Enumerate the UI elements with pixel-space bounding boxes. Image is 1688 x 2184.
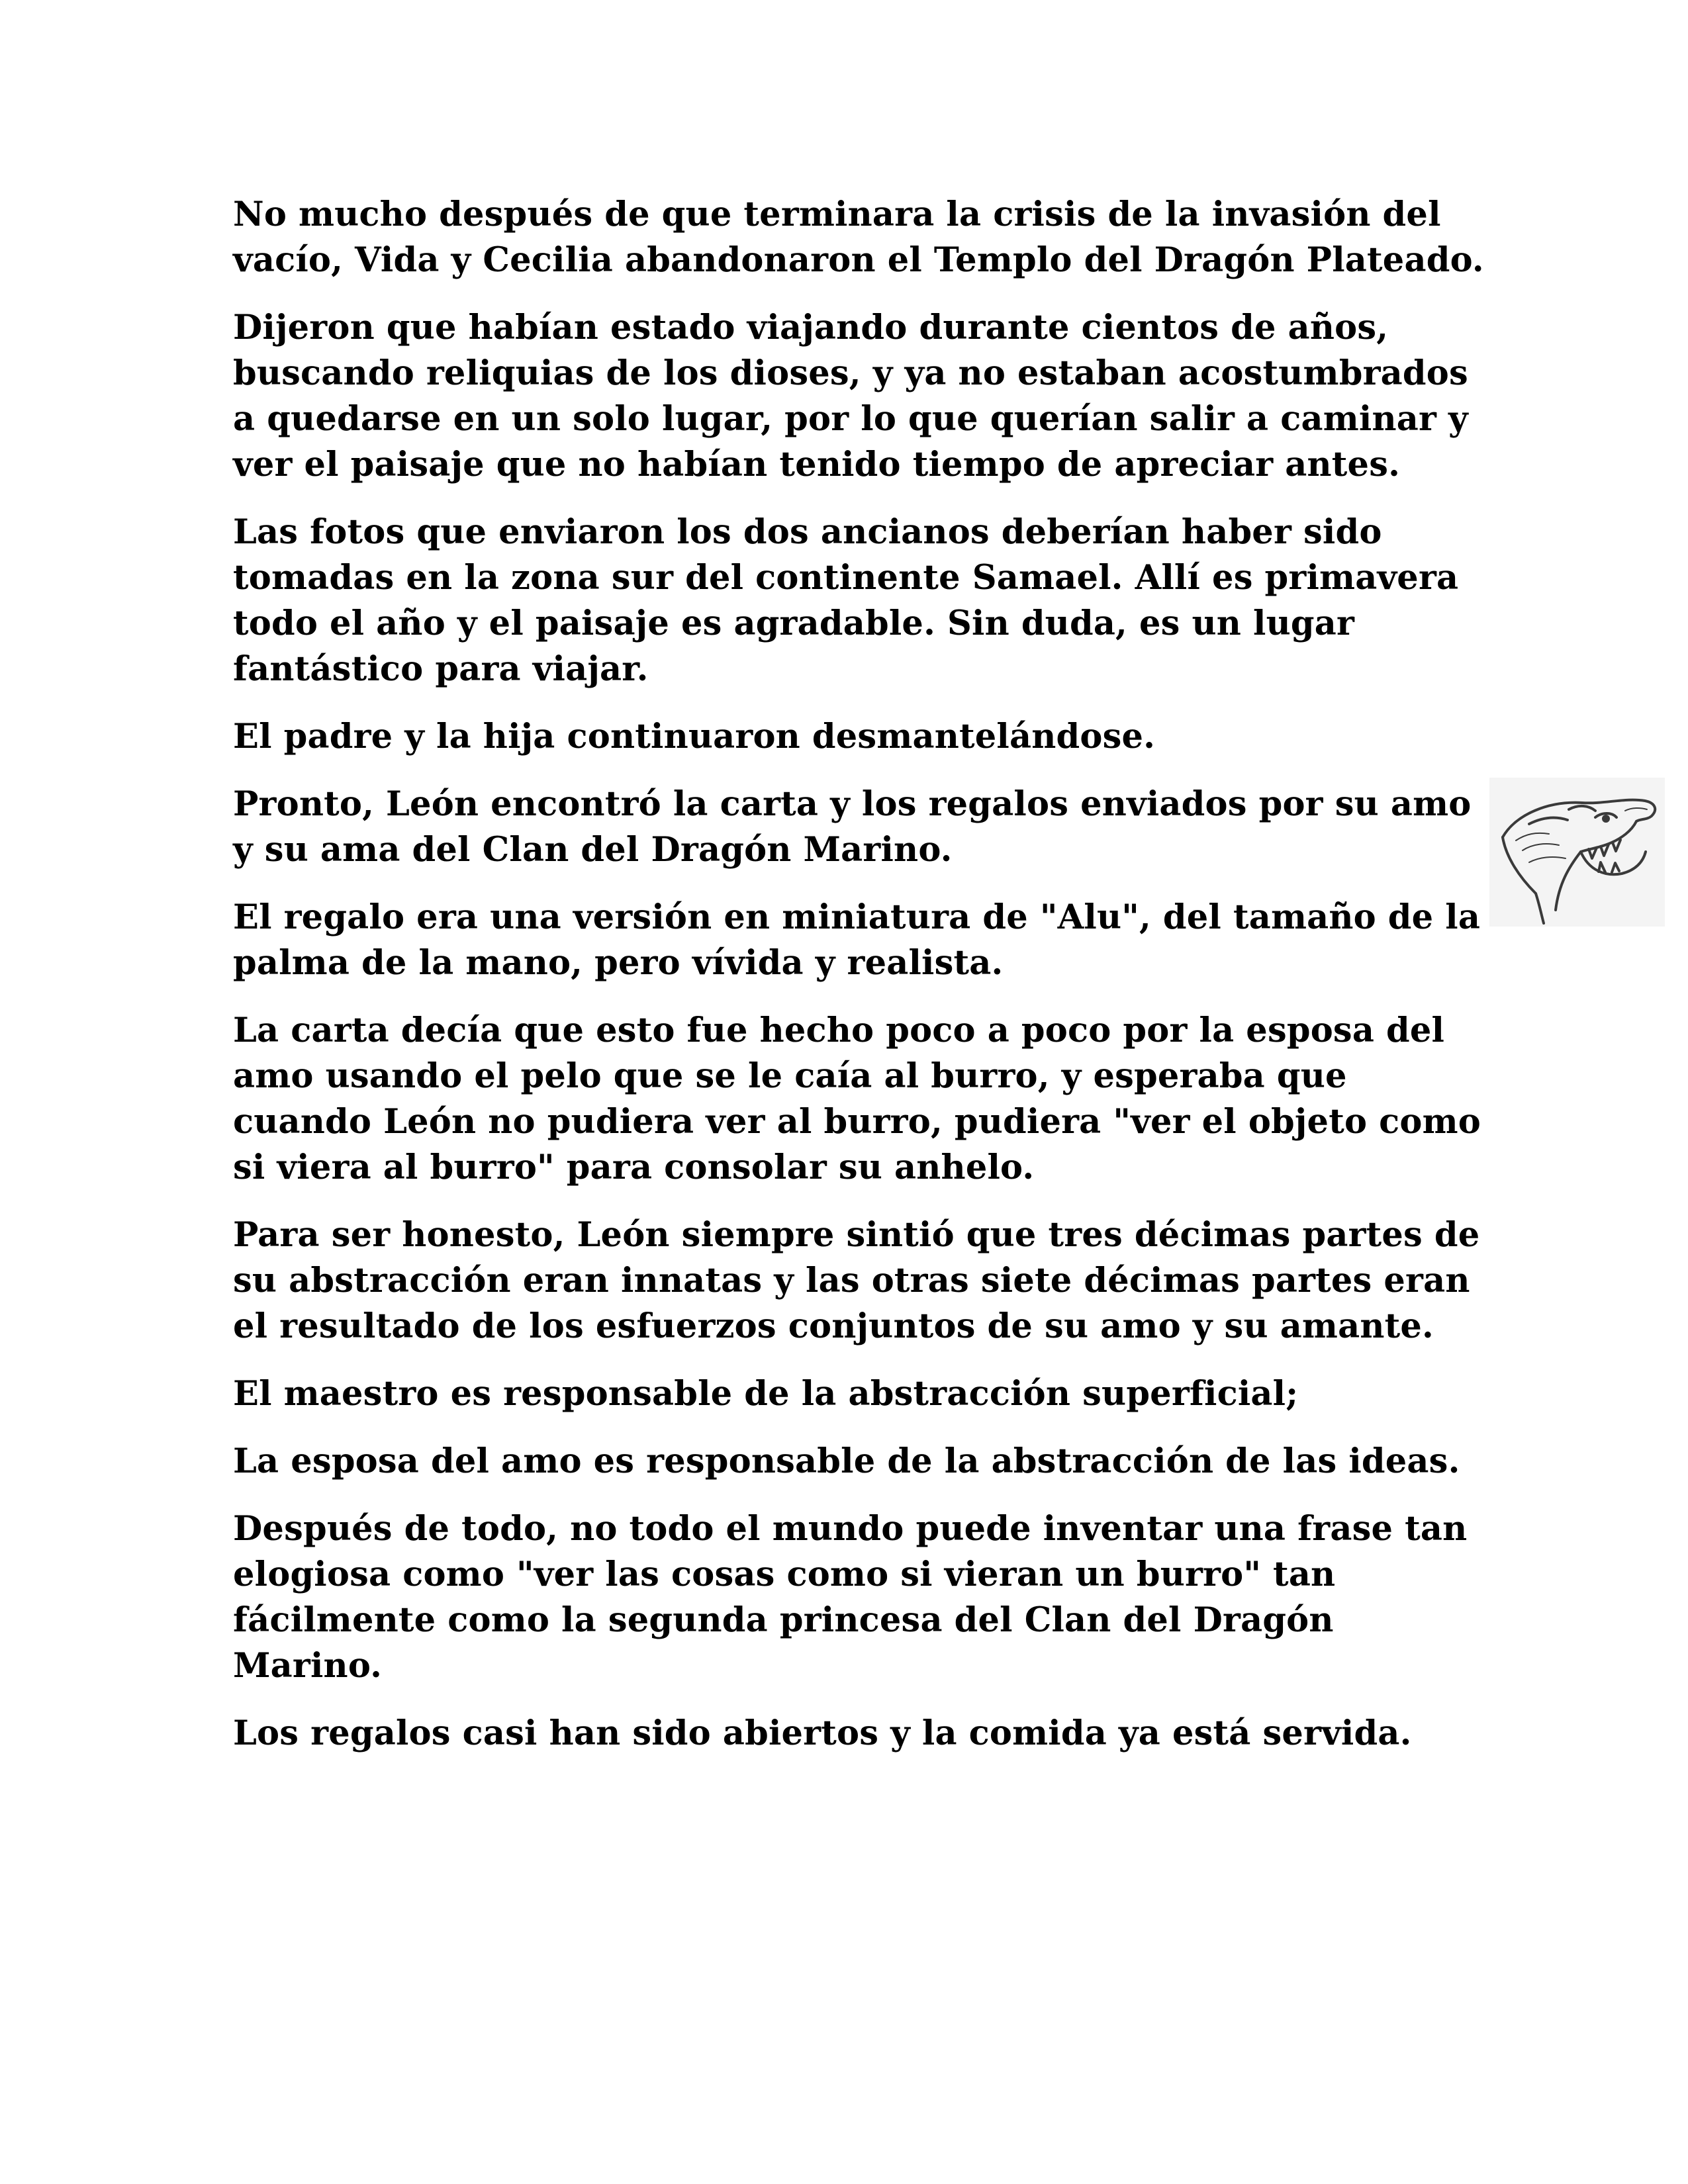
document-body <box>233 192 1491 1778</box>
dragon-head-icon <box>1489 778 1665 927</box>
paragraph-10: La esposa del amo es responsable de la abstracción de las ideas. <box>233 1441 1460 1481</box>
paragraph-8: Para ser honesto, León siempre sintió que tres décimas partes de su abstracción eran innatas y las otras siete décimas partes eran el resultado de los esfuerzos conjuntos de su amo y su amante. <box>233 1215 1480 1346</box>
paragraph-3: Las fotos que enviaron los dos ancianos deberían haber sido tomadas en la zona sur del continente Samael. Allí es primavera todo el año y el paisaje es agradable. Sin duda, es un lugar fantástico para viajar. <box>233 512 1459 689</box>
paragraph-6: El regalo era una versión en miniatura de "Alu", del tamaño de la palma de la mano, pero vívida y realista. <box>233 897 1481 983</box>
paragraph-9: El maestro es responsable de la abstracción superficial; <box>233 1374 1299 1414</box>
paragraph-1: No mucho después de que terminara la crisis de la invasión del vacío, Vida y Cecilia abandonaron el Templo del Dragón Plateado. <box>233 195 1484 280</box>
paragraph-2: Dijeron que habían estado viajando durante cientos de años, buscando reliquias de los dioses, y ya no estaban acostumbrados a quedarse en un solo lugar, por lo que querían salir a caminar y ver el paisaje que no habían tenido tiempo de apreciar antes. <box>233 308 1468 484</box>
paragraph-12: Los regalos casi han sido abiertos y la comida ya está servida. <box>233 1713 1412 1753</box>
paragraph-11: Después de todo, no todo el mundo puede inventar una frase tan elogiosa como "ver las cosas como si vieran un burro" tan fácilmente como la segunda princesa del Clan del Dragón Marino. <box>233 1509 1468 1686</box>
paragraph-5: Pronto, León encontró la carta y los regalos enviados por su amo y su ama del Clan del Dragón Marino. <box>233 784 1472 870</box>
paragraph-7: La carta decía que esto fue hecho poco a poco por la esposa del amo usando el pelo que se le caía al burro, y esperaba que cuando León no pudiera ver al burro, pudiera "ver el objeto como si viera al burro" para consolar su anhelo. <box>233 1011 1481 1187</box>
paragraph-4: El padre y la hija continuaron desmantelándose. <box>233 717 1156 756</box>
